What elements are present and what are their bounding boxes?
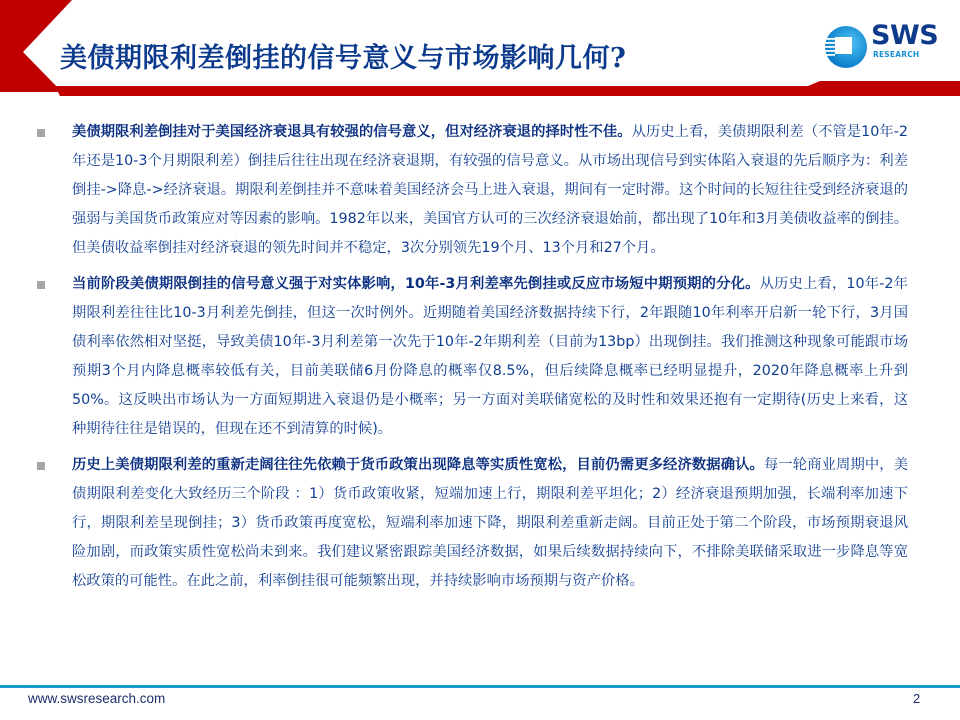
bullet-paragraph	[72, 270, 908, 444]
bullet-heading: 当前阶段美债期限倒挂的信号意义强于对实体影响，10年-3月利差率先倒挂或反应市场短中期预期的分化。	[72, 276, 760, 292]
square-bullet-icon	[37, 462, 45, 470]
bullet-body: 每一轮商业周期中，美债期限利差变化大致经历三个阶段 ：1）货币政策收紧，短端加速上行，期限利差平坦化；2）经济衰退预期加强，长端利率加速下行，期限利差呈现倒挂；3）货币政策再度宽松，短端利率加速下降，期限利差重新走阔。目前正处于第二个阶段，市场预期衰退风险加剧，而政策实质性宽松尚未到来。我们建议紧密跟踪美国经济数据，如果后续数据持续向下，不排除美联储采取进一步降息等宽松政策的可能性。在此之前，利率倒挂很可能频繁出现，并持续影响市场预期与资产价格。	[72, 457, 909, 589]
bullet-item	[36, 270, 916, 444]
bullet-heading: 美债期限利差倒挂对于美国经济衰退具有较强的信号意义，但对经济衰退的择时性不佳。	[72, 124, 632, 140]
square-bullet-icon	[37, 281, 45, 289]
bullet-body: 从历史上看，10年-2年期限利差往往比10-3月利差先倒挂，但这一次时例外。近期随着美国经济数据持续下行，2年跟随10年利率开启新一轮下行，3月国债利率依然相对坚挺，导致美债10年-3月利差第一次先于10年-2年期利差（目前为13bp）出现倒挂。我们推测这种现象可能跟市场预期3个月内降息概率较低有关，目前美联储6月份降息的概率仅8.5%，但后续降息概率已经明显提升，2020年降息概率上升到50%。这反映出市场认为一方面短期进入衰退仍是小概率；另一方面对美联储宽松的及时性和效果还抱有一定期待(历史上来看，这种期待往往是错误的，但现在还不到清算的时候)。	[72, 276, 908, 437]
bullet-list	[36, 118, 916, 603]
bullet-heading: 历史上美债期限利差的重新走阔往往先依赖于货币政策出现降息等实质性宽松，目前仍需更多经济数据确认。	[72, 457, 764, 473]
bullet-body: 从历史上看，美债期限利差（不管是10年-2年还是10-3个月期限利差）倒挂后往往出现在经济衰退期，有较强的信号意义。从市场出现信号到实体陷入衰退的先后顺序为：利差倒挂->降息->经济衰退。期限利差倒挂并不意味着美国经济会马上进入衰退，期间有一定时滞。这个时间的长短往往受到经济衰退的强弱与美国货币政策应对等因素的影响。1982年以来，美国官方认可的三次经济衰退始前，都出现了10年和3月美债收益率的倒挂。但美债收益率倒挂对经济衰退的领先时间并不稳定，3次分别领先19个月、13个月和27个月。	[72, 124, 908, 256]
footer-website-link[interactable]: www.swsresearch.com	[28, 691, 166, 706]
logo-wordmark: SWS	[871, 20, 939, 51]
bullet-paragraph	[72, 451, 908, 596]
page-title: 美债期限利差倒挂的信号意义与市场影响几何?	[60, 43, 627, 74]
footer-divider	[0, 685, 960, 688]
bullet-item	[36, 118, 916, 263]
bullet-item	[36, 451, 916, 596]
page-number: 2	[913, 691, 921, 706]
logo-subtitle: RESEARCH	[873, 50, 920, 59]
slide-header	[0, 0, 960, 100]
bullet-paragraph	[72, 118, 908, 263]
sws-research-logo	[822, 20, 942, 72]
square-bullet-icon	[37, 129, 45, 137]
sws-globe-icon	[822, 24, 868, 70]
